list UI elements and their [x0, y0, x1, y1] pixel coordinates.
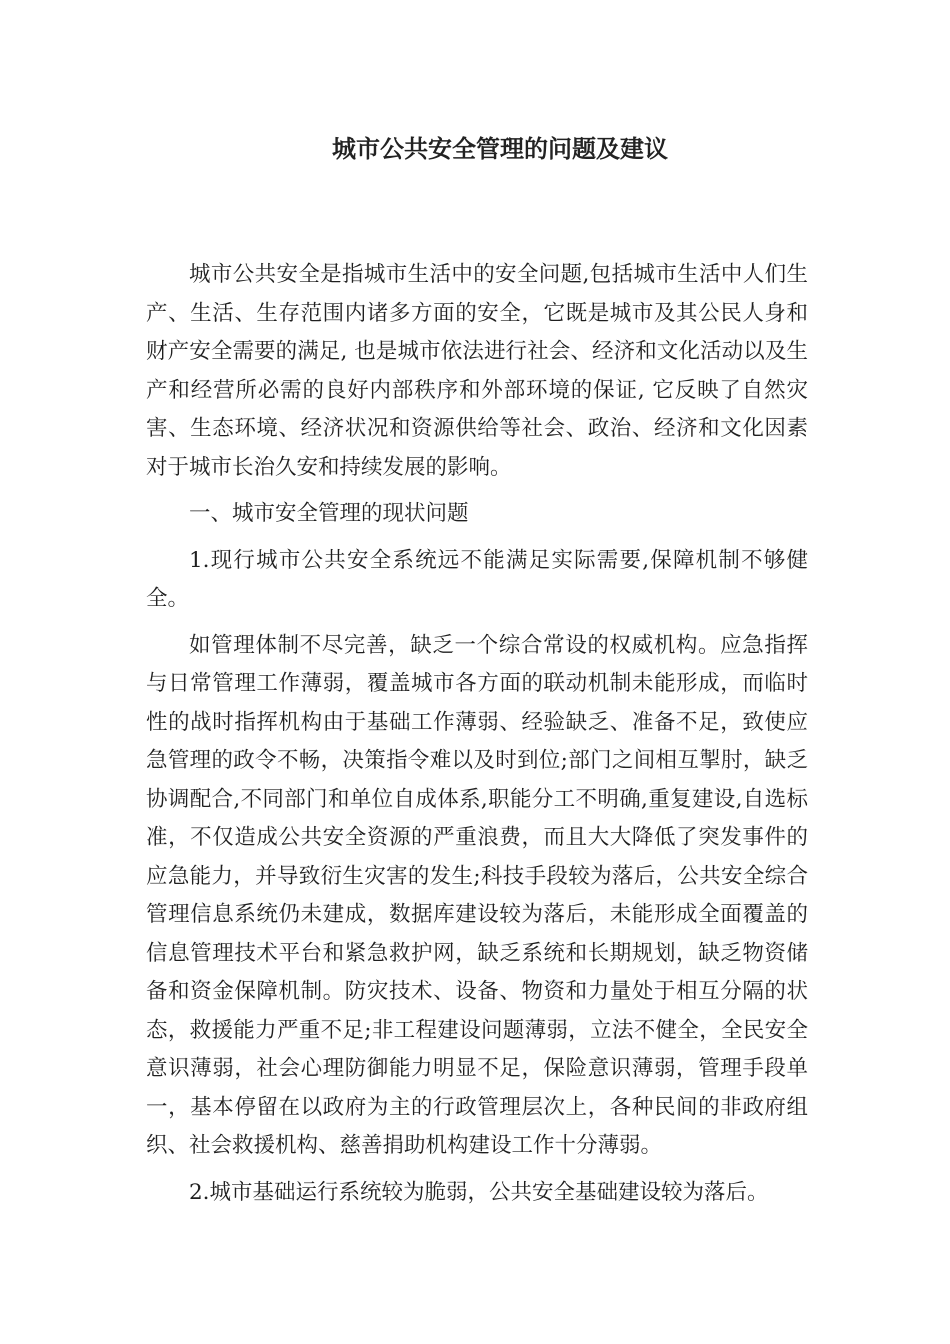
subsection-heading-2: 2.城市基础运行系统较为脆弱，公共安全基础建设较为落后。	[189, 1179, 769, 1205]
paragraph-details: 如管理体制不尽完善，缺乏一个综合常设的权威机构。应急指挥与日常管理工作薄弱，覆盖城市各方面的联动机制未能形成，而临时性的战时指挥机构由于基础工作薄弱、经验缺乏、准备不足，致使应急管理的政令不畅，决策指令难以及时到位;部门之间相互掣肘，缺乏协调配合,不同部门和单位自成体系,职能分工不明确,重复建设,自选标准，不仅造成公共安全资源的严重浪费，而且大大降低了突发事件的应急能力，并导致衍生灾害的发生;科技手段较为落后，公共安全综合管理信息系统仍未建成，数据库建设较为落后，未能形成全面覆盖的信息管理技术平台和紧急救护网，缺乏系统和长期规划，缺乏物资储备和资金保障机制。防灾技术、设备、物资和力量处于相互分隔的状态，救援能力严重不足;非工程建设问题薄弱，立法不健全，全民安全意识薄弱，社会心理防御能力明显不足，保险意识薄弱，管理手段单一，基本停留在以政府为主的行政管理层次上，各种民间的非政府组织、社会救援机构、慈善捐助机构建设工作十分薄弱。	[146, 632, 808, 1158]
subsection-heading-1: 1.现行城市公共安全系统远不能满足实际需要,保障机制不够健全。	[146, 547, 808, 611]
document-title: 城市公共安全管理的问题及建议	[332, 135, 668, 163]
section-heading-1: 一、城市安全管理的现状问题	[189, 501, 469, 526]
document-body	[146, 256, 808, 1220]
paragraph-intro: 城市公共安全是指城市生活中的安全问题,包括城市生活中人们生产、生活、生存范围内诸多方面的安全，它既是城市及其公民人身和财产安全需要的满足, 也是城市依法进行社会、经济和文化活动以及生产和经营所必需的良好内部秩序和外部环境的保证, 它反映了自然灾害、生态环境、经济状况和资源供给等社会、政治、经济和文化因素对于城市长治久安和持续发展的影响。	[146, 262, 808, 480]
